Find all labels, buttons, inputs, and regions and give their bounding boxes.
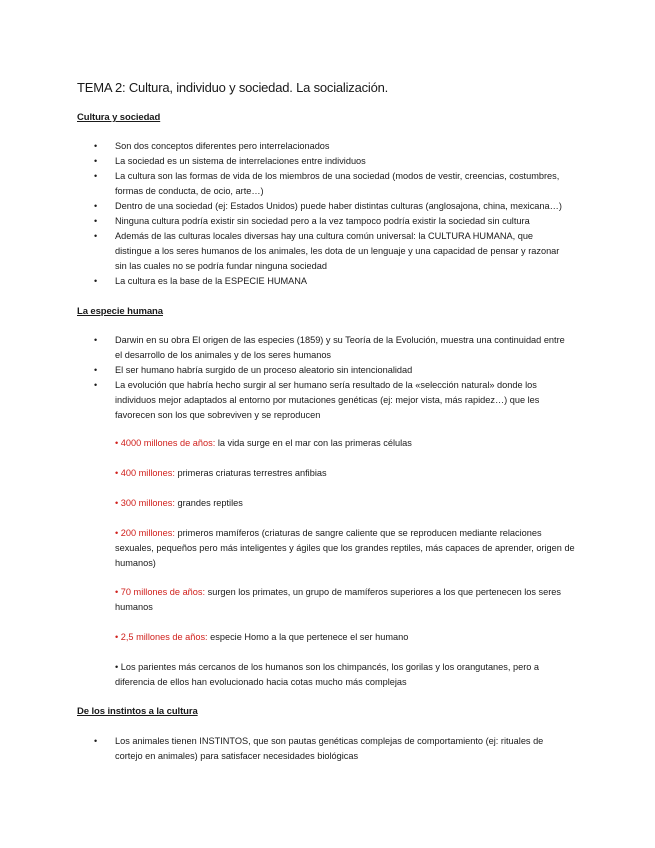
timeline-label: • 4000 millones de años: bbox=[115, 438, 216, 448]
timeline-label: • 400 millones: bbox=[115, 468, 175, 478]
timeline-entry bbox=[115, 436, 575, 451]
timeline-text: surgen los primates, un grupo de mamíferos superiores a los que pertenecen los seres humanos bbox=[115, 587, 562, 612]
list-item: • Dentro de una sociedad (ej: Estados Unidos) puede haber distintas culturas (anglosajona, china, mexicana…) bbox=[77, 199, 567, 214]
list-item: • Darwin en su obra El origen de las especies (1859) y su Teoría de la Evolución, muestra una continuidad entre el desarrollo de los animales y de los seres humanos bbox=[77, 333, 567, 363]
timeline-label: • 200 millones: bbox=[115, 528, 175, 538]
relatives-note: • Los parientes más cercanos de los humanos son los chimpancés, los gorilas y los orangutanes, pero a diferencia de ellos han evolucionado hacia cotas mucho más complejas bbox=[115, 662, 540, 687]
timeline-text: primeros mamíferos (criaturas de sangre caliente que se reproducen mediante relaciones sexuales, pequeños pero más inteligentes y ágiles que los grandes reptiles, más capaces de aprender, origen de humanos) bbox=[115, 528, 575, 568]
timeline-text: la vida surge en el mar con las primeras células bbox=[217, 438, 412, 448]
timeline-label: • 2,5 millones de años: bbox=[115, 632, 208, 642]
list-item: • Además de las culturas locales diversas hay una cultura común universal: la CULTURA HUMANA, que distingue a los seres humanos de los animales, les dota de un lenguaje y una capacidad de pensar y razonar sin las cuales no se podría fundar ninguna sociedad bbox=[77, 229, 567, 274]
timeline-label: • 300 millones: bbox=[115, 498, 175, 508]
list-item: • Ninguna cultura podría existir sin sociedad pero a la vez tampoco podría existir la sociedad sin cultura bbox=[77, 214, 567, 229]
cultura-list-block bbox=[77, 139, 567, 289]
timeline-label: • 70 millones de años: bbox=[115, 587, 206, 597]
cultura-bullet-list bbox=[77, 139, 567, 289]
list-item: • El ser humano habría surgido de un proceso aleatorio sin intencionalidad bbox=[77, 363, 567, 378]
section-heading-cultura: Cultura y sociedad bbox=[77, 112, 161, 123]
especie-bullet-list bbox=[77, 333, 567, 423]
timeline-entry bbox=[115, 585, 575, 615]
section-heading-instintos: De los instintos a la cultura bbox=[77, 706, 198, 717]
list-item: • Son dos conceptos diferentes pero interrelacionados bbox=[77, 139, 567, 154]
timeline-entry bbox=[115, 630, 575, 645]
instintos-list-block bbox=[77, 734, 567, 764]
timeline-entry bbox=[115, 496, 575, 511]
timeline-entry bbox=[115, 526, 575, 571]
list-item: • La cultura es la base de la ESPECIE HUMANA bbox=[77, 274, 567, 289]
list-item: • La sociedad es un sistema de interrelaciones entre individuos bbox=[77, 154, 567, 169]
list-item: • La evolución que habría hecho surgir al ser humano sería resultado de la «selección natural» donde los individuos mejor adaptados al entorno por mutaciones genéticas (ej: mejor vista, más rapidez…) que les favorecen son los que sobreviven y se reproducen bbox=[77, 378, 567, 423]
instintos-bullet-list bbox=[77, 734, 567, 764]
timeline-text: especie Homo a la que pertenece el ser humano bbox=[210, 632, 409, 642]
section-heading-especie: La especie humana bbox=[77, 306, 163, 317]
document-title: TEMA 2: Cultura, individuo y sociedad. La socialización. bbox=[77, 80, 389, 95]
timeline-entry bbox=[115, 466, 575, 481]
list-item: • Los animales tienen INSTINTOS, que son pautas genéticas complejas de comportamiento (ej: rituales de cortejo en animales) para satisfacer necesidades biológicas bbox=[77, 734, 567, 764]
especie-list-block bbox=[77, 333, 567, 423]
timeline-text: grandes reptiles bbox=[177, 498, 243, 508]
timeline-text: primeras criaturas terrestres anfibias bbox=[177, 468, 327, 478]
list-item: • La cultura son las formas de vida de los miembros de una sociedad (modos de vestir, creencias, costumbres, formas de conducta, de ocio, arte…) bbox=[77, 169, 567, 199]
